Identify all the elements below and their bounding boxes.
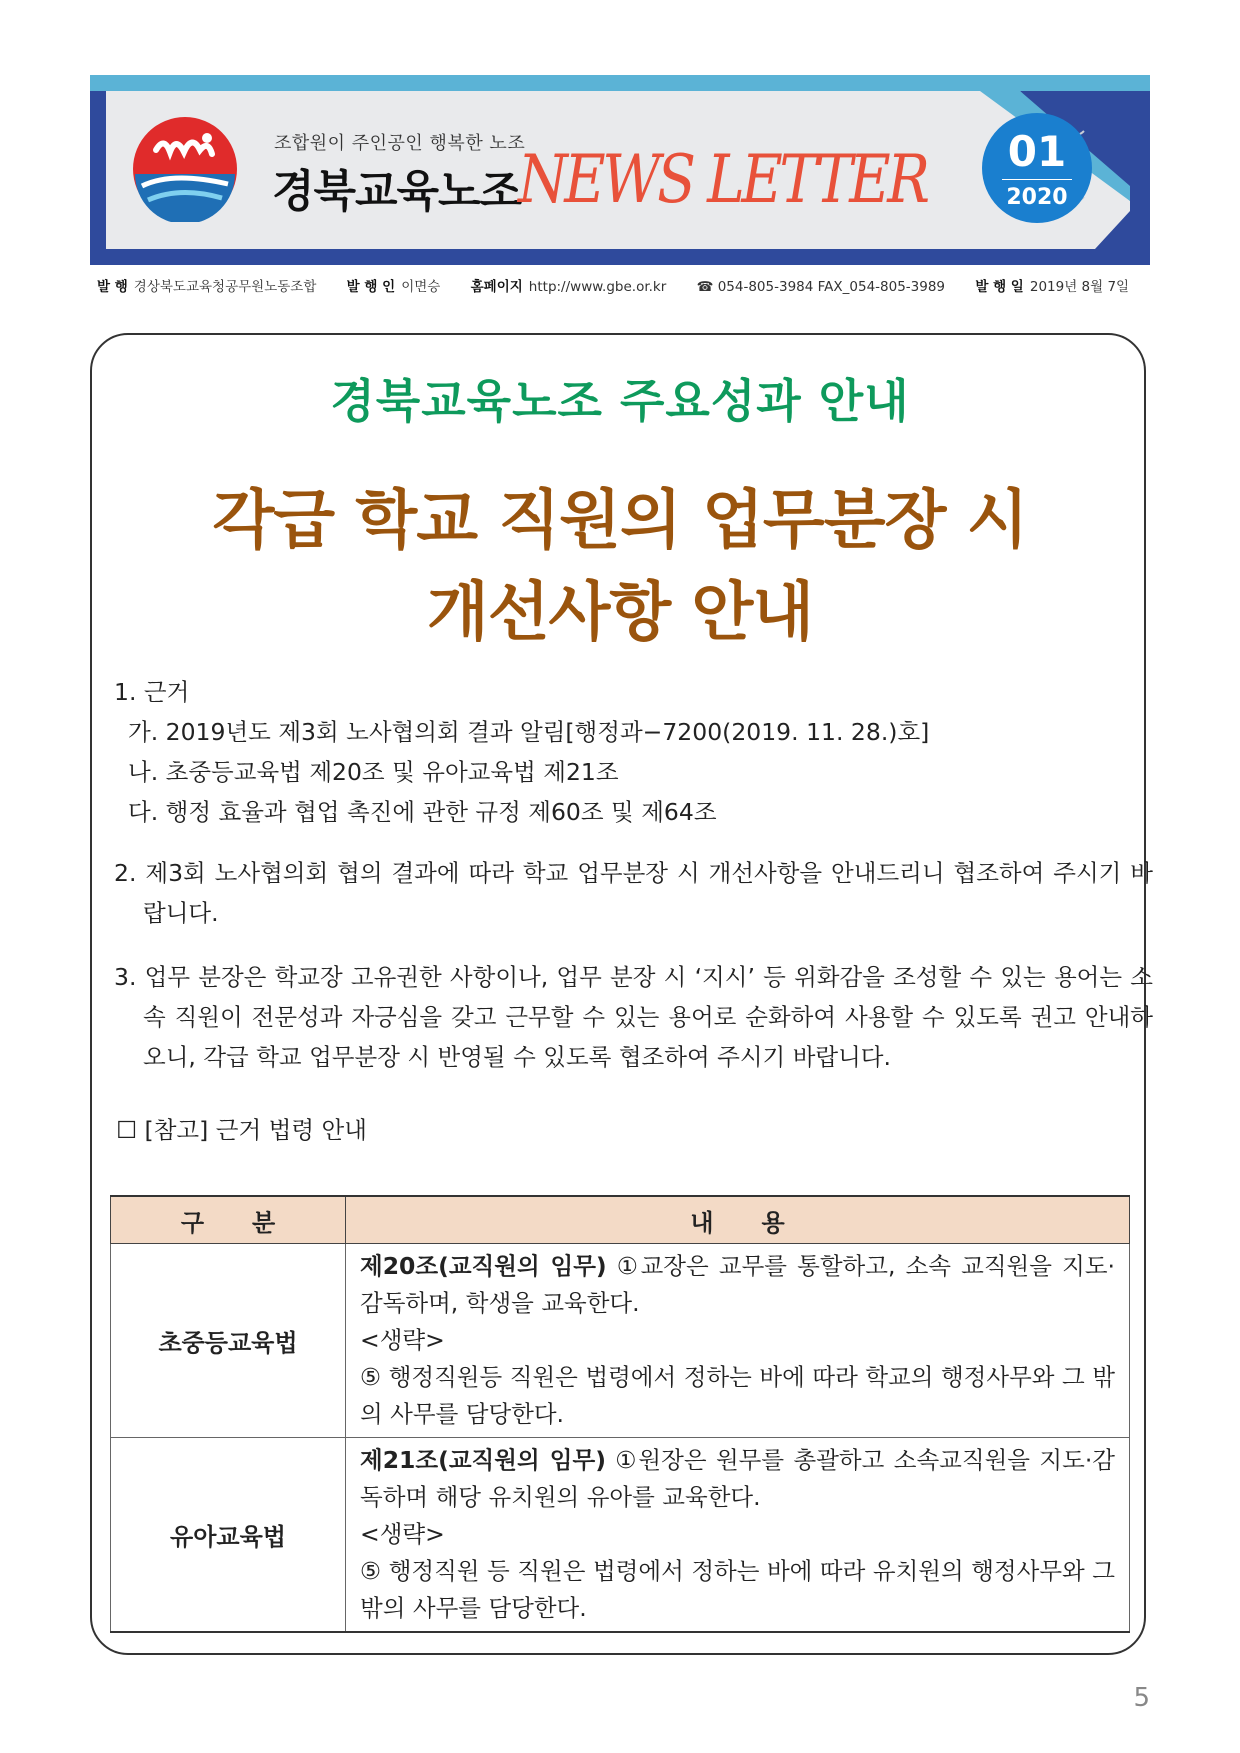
- editor-label: 발 행 인: [346, 279, 396, 295]
- union-logo-icon: [132, 116, 238, 222]
- item-1-c: 다. 행정 효율과 협업 촉진에 관한 규정 제60조 및 제64조: [128, 798, 717, 826]
- issue-badge: [982, 113, 1092, 223]
- newsletter-title: NEWS LETTER: [518, 141, 927, 218]
- banner-panel: [106, 91, 1130, 249]
- item-1-title: 1. 근거: [114, 678, 190, 706]
- article-title: 제21조(교직원의 임무): [360, 1446, 606, 1474]
- row-content: [346, 1244, 1130, 1438]
- headline: [0, 475, 1240, 659]
- omitted-note: <생략>: [360, 1326, 445, 1354]
- table-row: [111, 1244, 1130, 1438]
- reference-heading: ☐ [참고] 근거 법령 안내: [116, 1116, 367, 1144]
- headline-line-2: 개선사항 안내: [426, 576, 814, 650]
- newsletter-banner: [90, 75, 1150, 265]
- issue-number: 01: [1007, 127, 1067, 176]
- item-2: 2. 제3회 노사협의회 협의 결과에 따라 학교 업무분장 시 개선사항을 안내드리니 협조하여 주시기 바랍니다.: [114, 859, 1153, 927]
- publisher-info: [97, 275, 1129, 295]
- item-3: 3. 업무 분장은 학교장 고유권한 사항이나, 업무 분장 시 ‘지시’ 등 위화감을 조성할 수 있는 용어는 소속 직원이 전문성과 자긍심을 갖고 근무할 수 있는 용어로 순화하여 사용할 수 있도록 권고 안내하오니, 각급 학교 업무분장 시 반영될 수 있도록 협조하여 주시기 바랍니다.: [114, 963, 1153, 1071]
- article-clause-5: ⑤ 행정직원 등 직원은 법령에서 정하는 바에 따라 유치원의 행정사무와 그 밖의 사무를 담당한다.: [360, 1557, 1115, 1622]
- publisher-label: 발 행: [97, 279, 128, 295]
- homepage-link[interactable]: http://www.gbe.or.kr: [528, 279, 667, 295]
- publisher-value: 경상북도교육청공무원노동조합: [133, 279, 317, 295]
- union-tagline: 조합원이 주인공인 행복한 노조: [274, 133, 526, 154]
- law-reference-table: [110, 1195, 1130, 1633]
- basis-section: [114, 672, 1124, 832]
- header-category: 구 분: [111, 1196, 346, 1244]
- table-header-row: [111, 1196, 1130, 1244]
- section-title: 경북교육노조 주요성과 안내: [330, 374, 910, 428]
- item-1-b: 나. 초중등교육법 제20조 및 유아교육법 제21조: [128, 758, 619, 786]
- item-1-a: 가. 2019년도 제3회 노사협의회 결과 알림[행정과−7200(2019. 11. 28.)호]: [128, 718, 930, 746]
- header-content: 내 용: [346, 1196, 1130, 1244]
- row-content: [346, 1438, 1130, 1633]
- date-value: 2019년 8월 7일: [1029, 279, 1130, 295]
- article-title: 제20조(교직원의 임무): [360, 1252, 607, 1280]
- table-row: [111, 1438, 1130, 1633]
- banner-accent-top: [90, 75, 1150, 91]
- article-clause-5: ⑤ 행정직원등 직원은 법령에서 정하는 바에 따라 학교의 행정사무와 그 밖의 사무를 담당한다.: [360, 1363, 1115, 1428]
- issue-divider: [1002, 179, 1072, 180]
- article-text: ①교장은 교무를 통할하고, 소속 교직원을 지도·감독하며, 학생을 교육한다.: [360, 1252, 1115, 1317]
- issue-year: 2020: [1006, 185, 1068, 210]
- union-name: 경북교육노조: [272, 166, 522, 217]
- article-text: ①원장은 원무를 총괄하고 소속교직원을 지도·감독하며 해당 유치원의 유아를 교육한다.: [360, 1446, 1115, 1511]
- homepage-label: 홈페이지: [470, 279, 523, 295]
- date-label: 발 행 일: [975, 279, 1024, 295]
- phone-fax: ☎ 054-805-3984 FAX_054-805-3989: [696, 279, 946, 295]
- row-category: 초중등교육법: [111, 1244, 346, 1438]
- page-number: 5: [1133, 1683, 1150, 1713]
- omitted-note: <생략>: [360, 1520, 445, 1548]
- editor-value: 이면승: [401, 279, 441, 295]
- row-category: 유아교육법: [111, 1438, 346, 1633]
- headline-line-1: 각급 학교 직원의 업무분장 시: [212, 484, 1028, 558]
